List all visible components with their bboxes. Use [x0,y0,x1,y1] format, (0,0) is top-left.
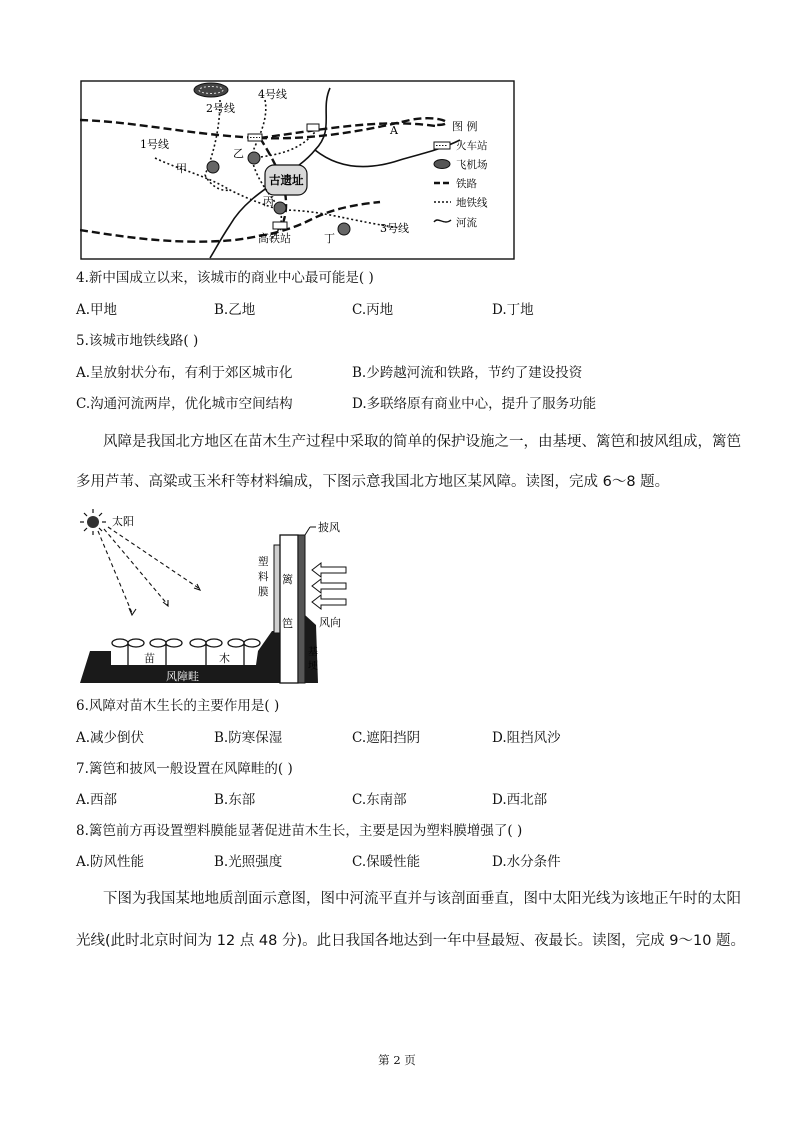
label-line2: 2号线 [206,102,235,115]
q5-option-d[interactable]: D.多联络原有商业中心，提升了服务功能 [352,396,597,412]
q7-option-c[interactable]: C.东南部 [352,792,407,808]
question-4-stem: 4.新中国成立以来，该城市的商业中心最可能是( ) [76,270,374,286]
label-seedling-1: 苗 [144,652,155,665]
legend-item-river: 河流 [456,217,477,229]
q4-option-c[interactable]: C.丙地 [352,302,394,318]
windbreak-figure [76,505,356,687]
fence [280,535,298,683]
train-station-icon [307,124,319,131]
point-yi [248,152,260,164]
question-6-stem: 6.风障对苗木生长的主要作用是( ) [76,698,280,714]
label-jia: 甲 [176,162,187,175]
svg-text:膜: 膜 [258,586,269,598]
legend-item-airport: 飞机场 [456,159,488,171]
plastic-film [274,545,280,633]
label-line4: 4号线 [258,88,287,101]
label-hsr: 高铁站 [258,232,291,245]
label-ruins: 古遗址 [269,173,304,187]
sun-rays [98,527,200,613]
q6-option-c[interactable]: C.遮阳挡阴 [352,730,421,746]
city-map-figure [80,80,515,260]
q5-option-b[interactable]: B.少跨越河流和铁路，节约了建设投资 [352,365,583,381]
q5-option-c[interactable]: C.沟通河流两岸，优化城市空间结构 [76,396,293,412]
q6-option-b[interactable]: B.防寒保湿 [214,730,283,746]
q4-option-d[interactable]: D.丁地 [492,302,534,318]
legend-item-metro: 地铁线 [456,197,488,209]
label-wind: 风向 [319,616,341,629]
q6-option-d[interactable]: D.阻挡风沙 [492,730,561,746]
q7-option-b[interactable]: B.东部 [214,792,256,808]
legend-airport-icon [434,160,450,169]
label-film-1: 塑 [258,556,269,568]
legend-title: 图 例 [452,120,478,133]
geology-intro-line-1: 下图为我国某地地质剖面示意图，图中河流平直并与该剖面垂直，图中太阳光线为该地正午时的太阳 [103,891,741,907]
question-8-stem: 8.篱笆前方再设置塑料膜能显著促进苗木生长，主要是因为塑料膜增强了( ) [76,823,523,839]
q6-option-a[interactable]: A.减少倒伏 [76,730,145,746]
q8-option-a[interactable]: A.防风性能 [76,854,145,870]
windbreak-intro-line-1: 风障是我国北方地区在苗木生产过程中采取的简单的保护设施之一，由基埂、篱笆和披风组成，篱笆 [103,434,741,450]
q5-option-a[interactable]: A.呈放射状分布，有利于郊区城市化 [76,365,293,381]
legend-item-station: 火车站 [456,140,488,152]
label-yi: 乙 [233,147,244,160]
label-line3: 3号线 [380,222,409,235]
windbreak-intro-line-2: 多用芦苇、高粱或玉米秆等材料编成，下图示意我国北方地区某风障。读图，完成 6～8 题。 [76,474,670,490]
label-fence-1: 篱 [282,573,293,586]
svg-text:料: 料 [258,571,269,583]
label-base-1: 基 [308,647,318,658]
q8-option-b[interactable]: B.光照强度 [214,854,283,870]
q4-option-a[interactable]: A.甲地 [76,302,118,318]
legend-item-railway: 铁路 [456,178,477,190]
q8-option-c[interactable]: C.保暖性能 [352,854,421,870]
svg-text:笆: 笆 [282,617,293,630]
geology-intro-line-2: 光线(此时北京时间为 12 点 48 分)。此日我国各地达到一年中昼最短、夜最长。读图，完成 9～10 题。 [76,933,746,949]
point-ding [338,223,350,235]
point-jia [207,161,219,173]
hsr-station-icon [273,222,287,229]
label-seedling-2: 木 [219,652,230,665]
point-bing [274,202,286,214]
label-ding: 丁 [324,232,335,245]
seedling-icons [112,639,260,665]
question-5-stem: 5.该城市地铁线路( ) [76,333,199,349]
svg-text:埂: 埂 [308,661,318,672]
wind-direction-arrows [312,563,346,609]
q8-option-d[interactable]: D.水分条件 [492,854,561,870]
page-number: 第 2 页 [378,1053,416,1067]
label-bing: 丙 [263,195,274,208]
windbreak-cloak [298,535,305,683]
label-line1: 1号线 [140,138,169,151]
q4-option-b[interactable]: B.乙地 [214,302,256,318]
label-ridge: 风障畦 [166,670,199,683]
q7-option-d[interactable]: D.西北部 [492,792,548,808]
question-7-stem: 7.篱笆和披风一般设置在风障畦的( ) [76,761,293,777]
label-a: A [390,124,398,137]
label-cloak: 披风 [318,521,340,534]
sun-icon [80,509,106,535]
label-sun: 太阳 [112,515,134,528]
q7-option-a[interactable]: A.西部 [76,792,118,808]
